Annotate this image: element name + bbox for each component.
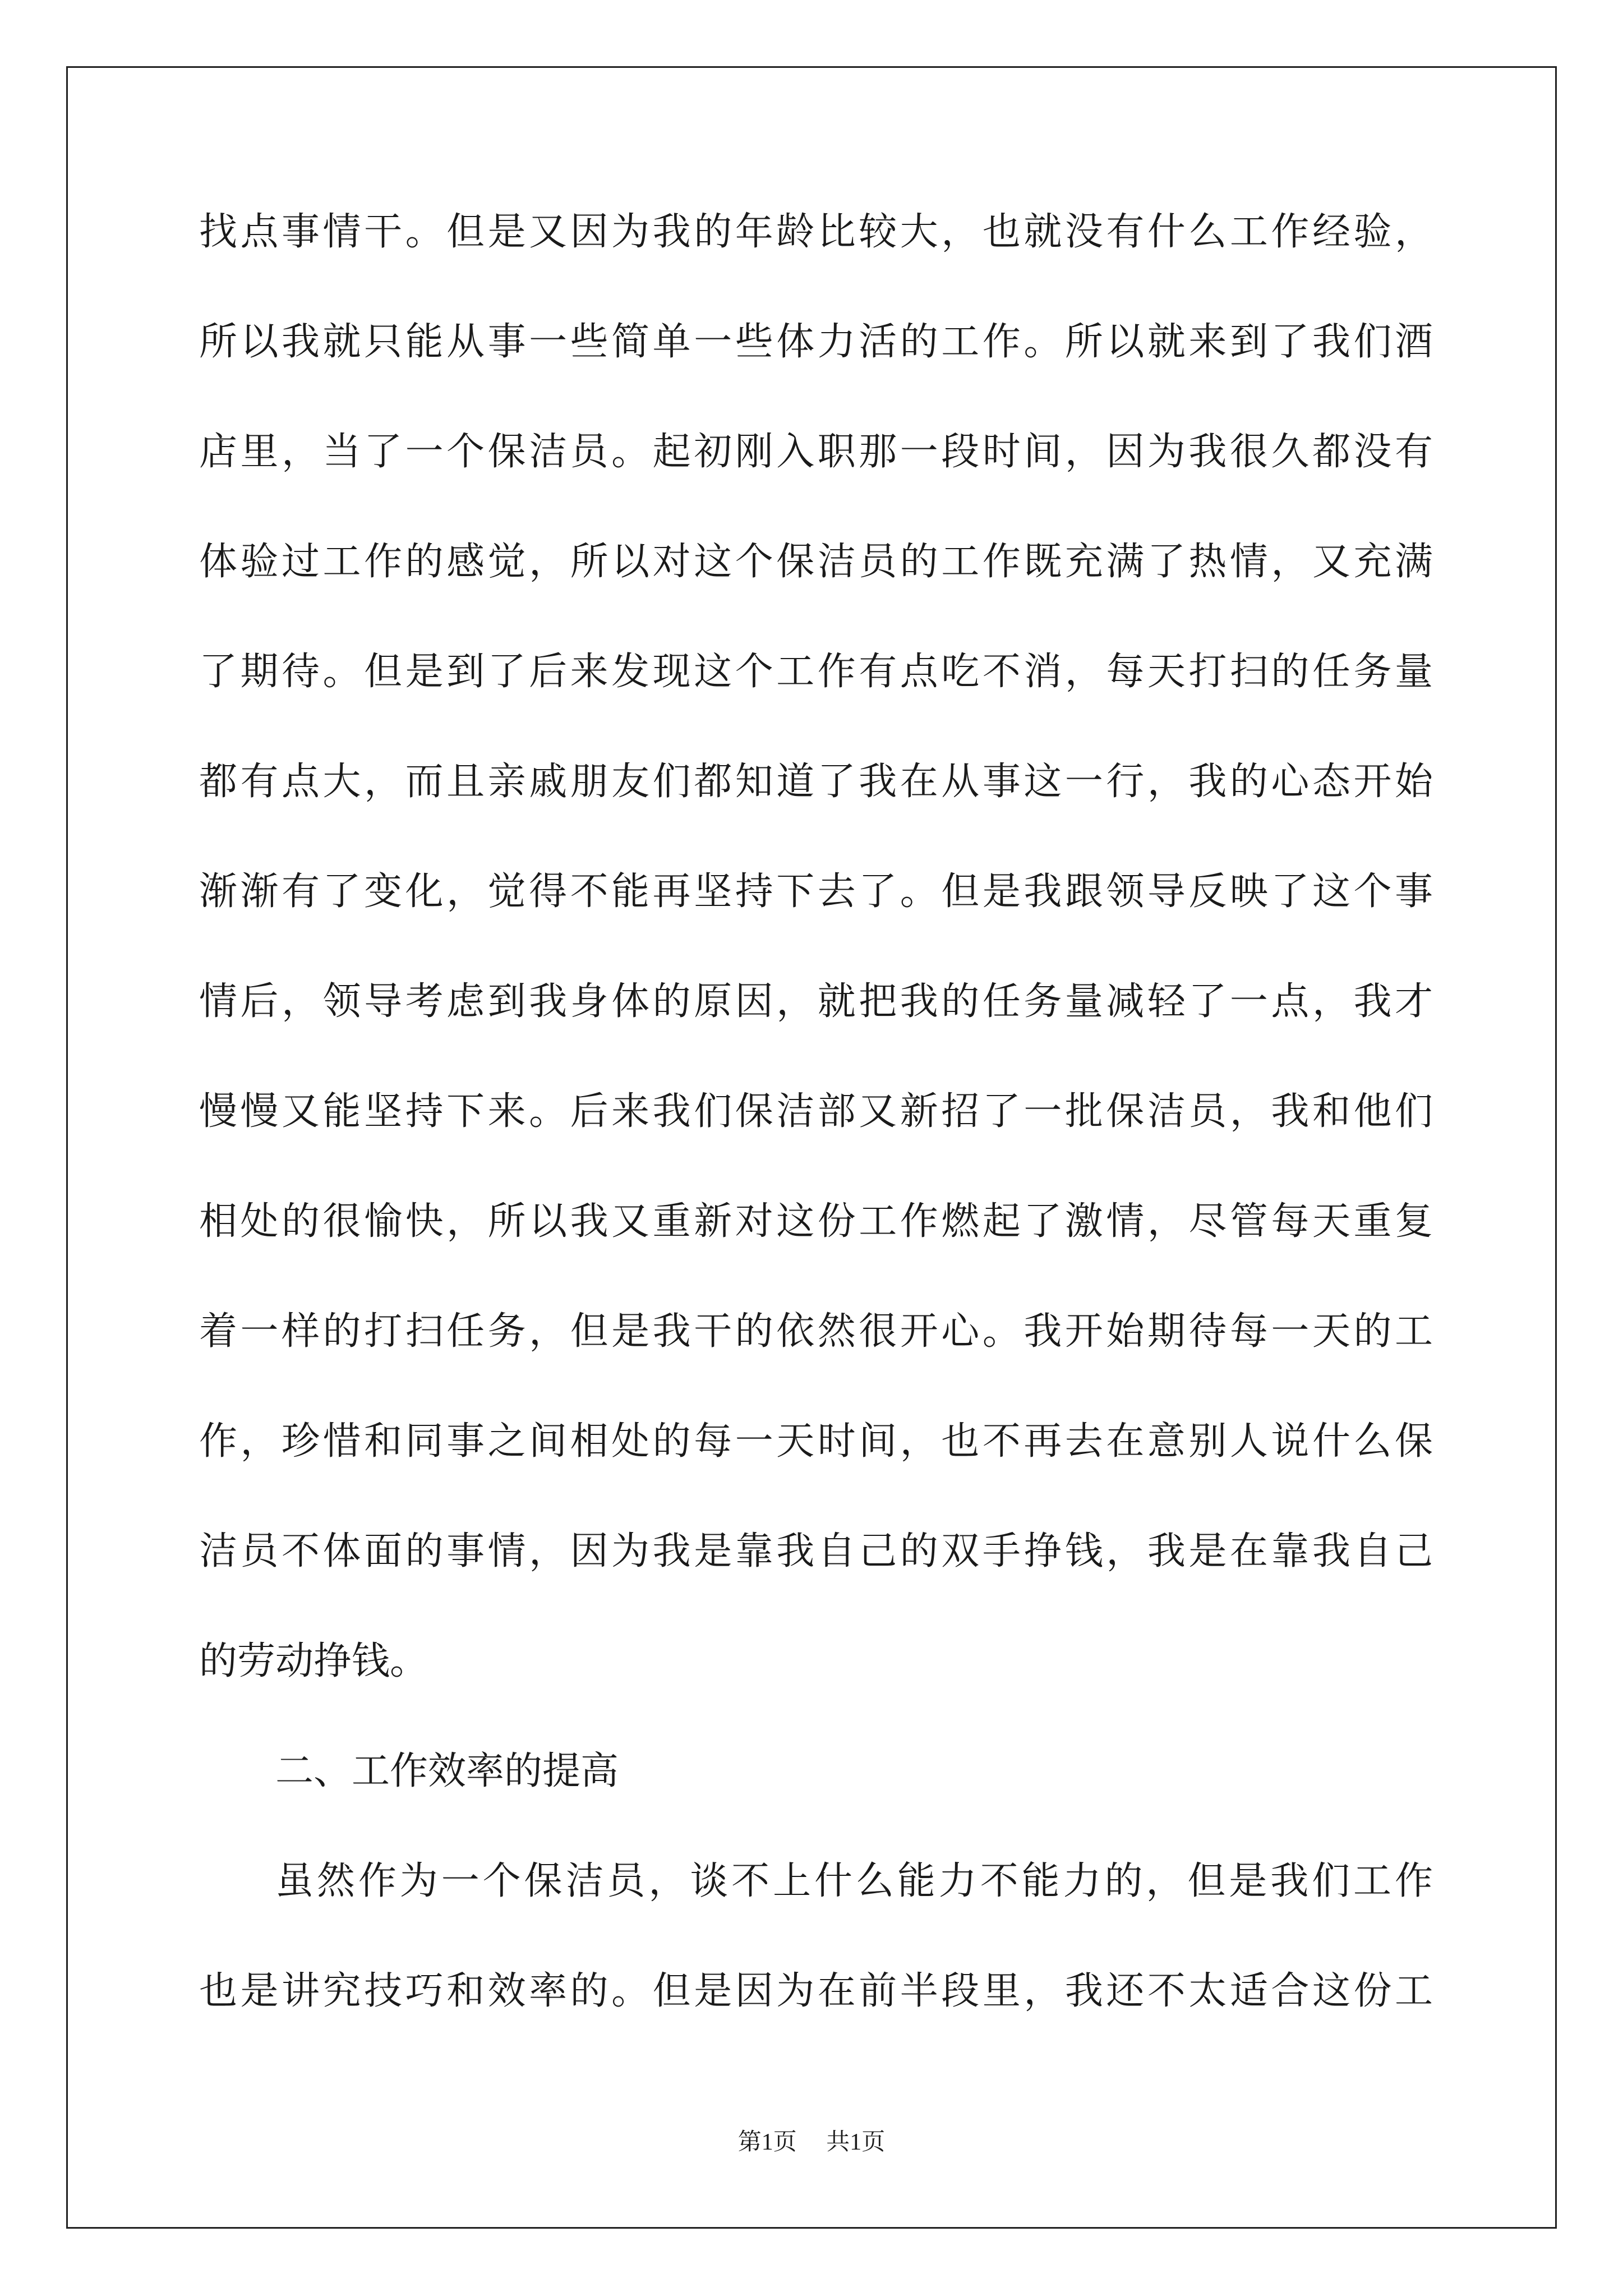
text-line: 洁员不体面的事情，因为我是靠我自己的双手挣钱，我是在靠我自己: [199, 1529, 1433, 1573]
page-total: 共1页: [826, 2129, 886, 2155]
text-line: 的劳动挣钱。: [199, 1639, 428, 1683]
document-body: [199, 210, 1433, 2082]
section-heading: 二、工作效率的提高: [275, 1749, 619, 1793]
text-line: 所以我就只能从事一些简单一些体力活的工作。所以就来到了我们酒: [199, 320, 1433, 364]
page-footer: [0, 2123, 1623, 2157]
text-line: 也是讲究技巧和效率的。但是因为在前半段里，我还不太适合这份工: [199, 1969, 1433, 2013]
text-line: 店里，当了一个保洁员。起初刚入职那一段时间，因为我很久都没有: [199, 430, 1433, 474]
text-line: 相处的很愉快，所以我又重新对这份工作燃起了激情，尽管每天重复: [199, 1199, 1433, 1244]
text-line: 都有点大，而且亲戚朋友们都知道了我在从事这一行，我的心态开始: [199, 760, 1433, 804]
text-line: 情后，领导考虑到我身体的原因，就把我的任务量减轻了一点，我才: [199, 979, 1433, 1024]
text-line: 着一样的打扫任务，但是我干的依然很开心。我开始期待每一天的工: [199, 1309, 1433, 1354]
page-number: 第1页: [737, 2129, 797, 2155]
text-line: 作，珍惜和同事之间相处的每一天时间，也不再去在意别人说什么保: [199, 1419, 1433, 1464]
text-line: 虽然作为一个保洁员，谈不上什么能力不能力的，但是我们工作: [275, 1859, 1433, 1903]
text-line: 渐渐有了变化，觉得不能再坚持下去了。但是我跟领导反映了这个事: [199, 869, 1433, 914]
text-line: 体验过工作的感觉，所以对这个保洁员的工作既充满了热情，又充满: [199, 540, 1433, 584]
text-line: 了期待。但是到了后来发现这个工作有点吃不消，每天打扫的任务量: [199, 650, 1433, 694]
text-line: 慢慢又能坚持下来。后来我们保洁部又新招了一批保洁员，我和他们: [199, 1089, 1433, 1134]
text-line: 找点事情干。但是又因为我的年龄比较大，也就没有什么工作经验，: [199, 210, 1433, 254]
